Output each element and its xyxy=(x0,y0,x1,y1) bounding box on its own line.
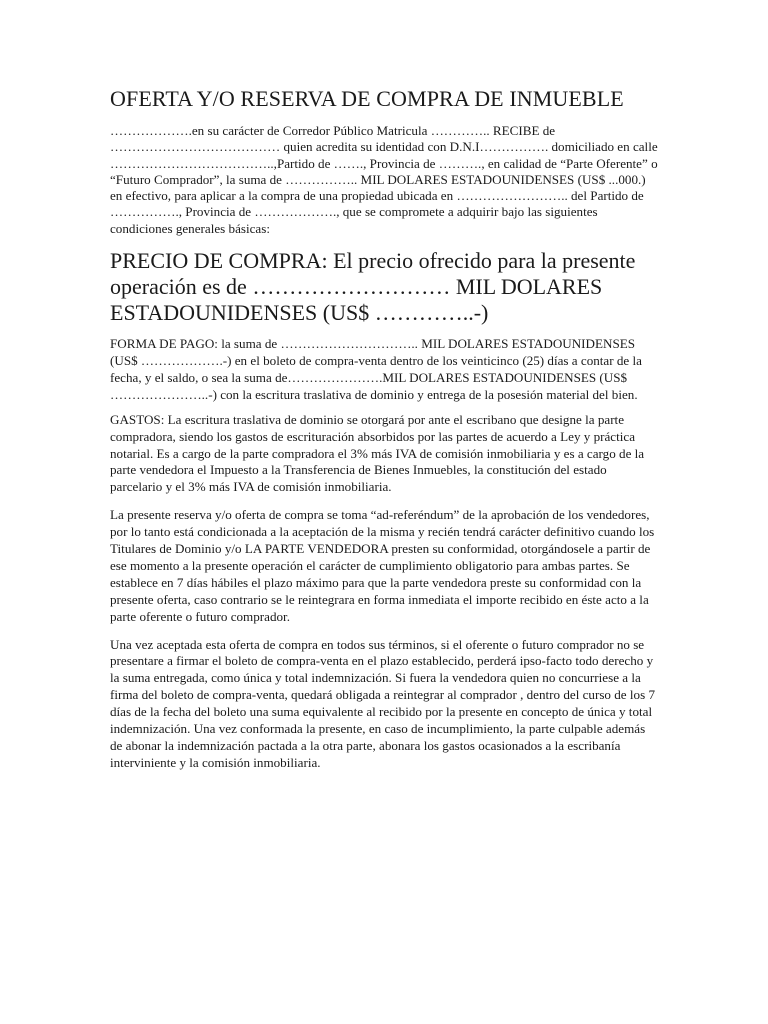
aceptada-paragraph: Una vez aceptada esta oferta de compra en todos sus términos, si el oferente o futuro comprador no se presentare a firmar el boleto de compra-venta en el plazo establecido, perderá ipso-facto todo derecho y la suma entregada, como única y total indemnización. Si fuera la vendedora quien no concurriese a la firma del boleto de compra-venta, quedará obligada a reintegrar al comprador , dentro del curso de los 7 días de la fecha del boleto una suma equivalente al recibido por la presente en concepto de única y total indemnización. Una vez conformada la presente, en caso de incumplimiento, la parte culpable además de abonar la indemnización pactada a la otra parte, abonara los gastos ocasionados a la escribanía interviniente y la comisión inmobiliaria. xyxy=(110,636,655,770)
precio-de-compra-paragraph: PRECIO DE COMPRA: El precio ofrecido para la presente operación es de ……………………… MIL DOLARES ESTADOUNIDENSES (US$ …………..-) xyxy=(110,248,636,326)
intro-paragraph: ……………….en su carácter de Corredor Público Matricula ………….. RECIBE de ………………………………… quien acredita su identidad con D.N.I……………. domiciliado en calle ………………………………..,Partido de ……., Provincia de ………., en calidad de “Parte Oferente” o “Futuro Comprador”, la suma de …………….. MIL DOLARES ESTADOUNIDENSES (US$ ...000.) en efectivo, para aplicar a la compra de una propiedad ubicada en …………………….. del Partido de ……………., Provincia de ………………., que se compromete a adquirir bajo las siguientes condiciones generales básicas: xyxy=(110,123,658,236)
forma-de-pago-paragraph: FORMA DE PAGO: la suma de ………………………….. MIL DOLARES ESTADOUNIDENSES (US$ ……………….-) en el boleto de compra-venta dentro de los veinticinco (25) días a contar de la fecha, y el saldo, o sea la suma de………………….MIL DOLARES ESTADOUNIDENSES (US$ …………………..-) con la escritura traslativa de dominio y entrega de la posesión material del bien. xyxy=(110,336,642,402)
document-page xyxy=(110,86,660,783)
reserva-paragraph: La presente reserva y/o oferta de compra se toma “ad-referéndum” de la aprobación de los vendedores, por lo tanto está condicionada a la aceptación de la misma y recién tendrá carácter definitivo cuando los Titulares de Dominio y/o LA PARTE VENDEDORA presten su conformidad, otorgándosele a partir de ese momento a la presente operación el carácter de cumplimiento obligatorio para ambas partes. Se establece en 7 días hábiles el plazo máximo para que la parte vendedora preste su conformidad con la presente oferta, caso contrario se le reintegrara en forma inmediata el importe recibido en éste acto a la parte oferente o futuro comprador. xyxy=(110,507,655,624)
document-title: OFERTA Y/O RESERVA DE COMPRA DE INMUEBLE xyxy=(110,86,624,111)
gastos-paragraph: GASTOS: La escritura traslativa de dominio se otorgará por ante el escribano que designe la parte compradora, siendo los gastos de escrituración absorbidos por las partes de acuerdo a Ley y práctica notarial. Es a cargo de la parte compradora el 3% más IVA de comisión inmobiliaria y es a cargo de la parte vendedora el Impuesto a la Transferencia de Bienes Inmuebles, la constitución del estado parcelario y el 3% más IVA de comisión inmobiliaria. xyxy=(110,411,645,495)
